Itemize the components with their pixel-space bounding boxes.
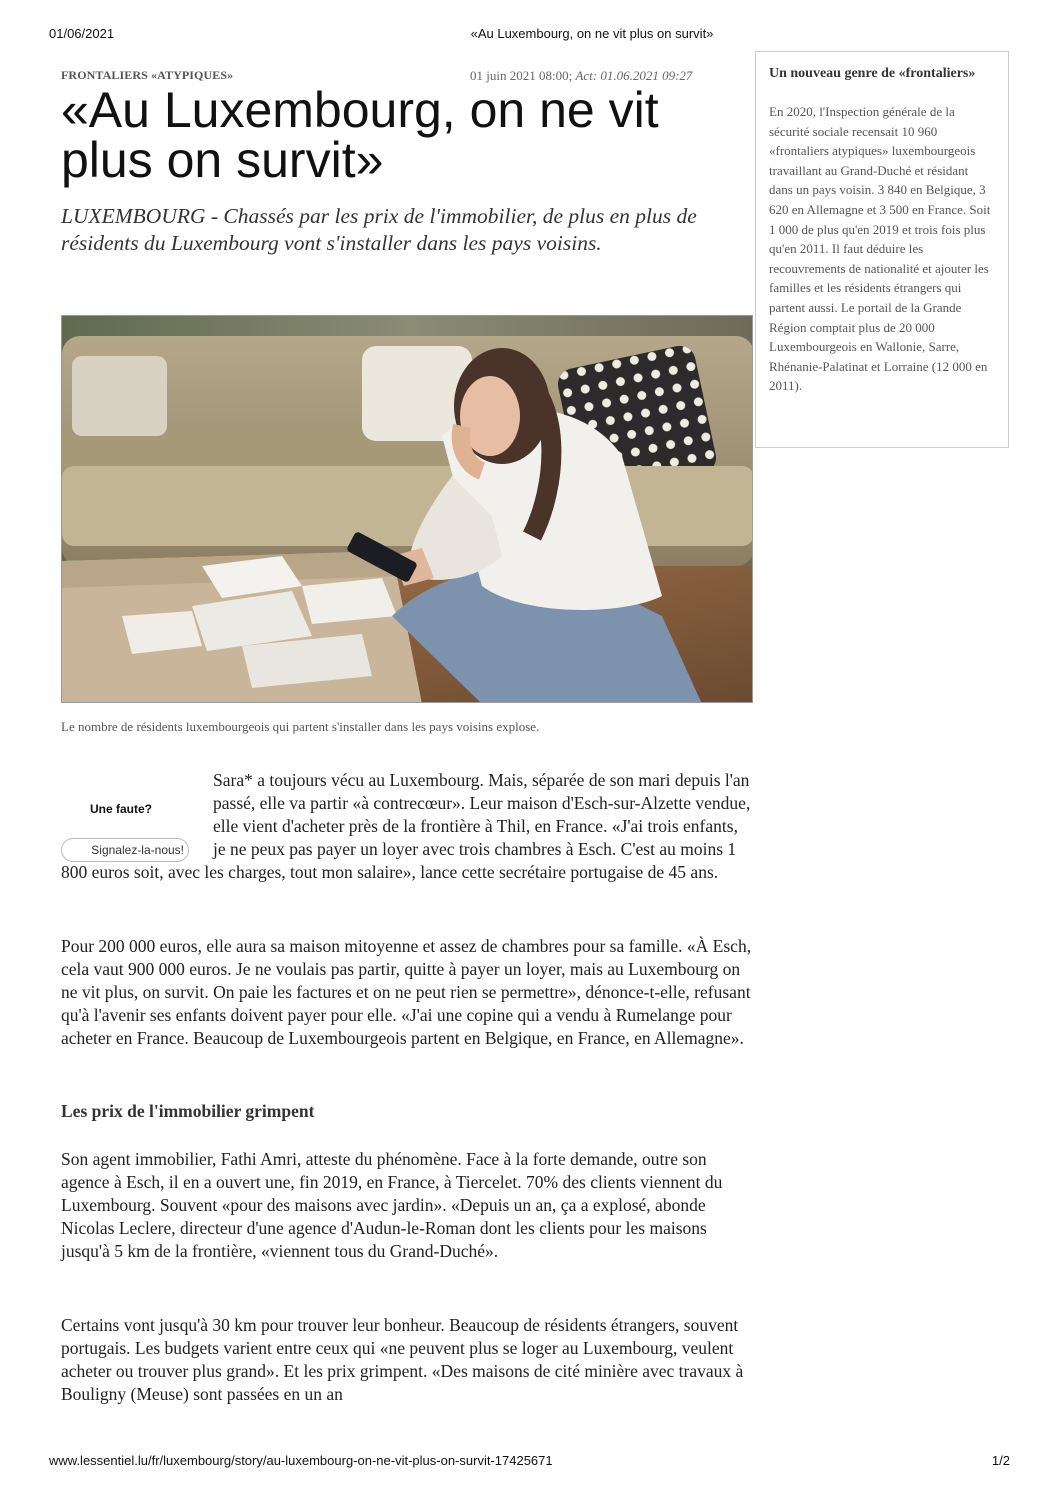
date-published: 01 juin 2021 08:00; xyxy=(470,68,573,83)
paragraph-3: Son agent immobilier, Fathi Amri, atteste du phénomène. Face à la forte demande, outre son agence à Esch, il en a ouvert une, fin 2019, en France, à Tiercelet. 70% des clients viennent du Luxembourg. Souvent «pour des maisons avec jardin». «Depuis un an, ça a explosé, abonde Nicolas Leclere, directeur d'une agence d'Audun-le-Roman dont les clients pour les maisons jusqu'à 5 km de la frontière, «viennent tous du Grand-Duché». xyxy=(61,1149,723,1261)
article-lead: LUXEMBOURG - Chassés par les prix de l'immobilier, de plus en plus de résidents du Luxembourg vont s'installer dans les pays voisins. xyxy=(61,204,697,255)
print-doc-title: «Au Luxembourg, on ne vit plus on survit» xyxy=(470,26,714,41)
error-widget-title: Une faute? xyxy=(90,802,153,816)
print-url: www.lessentiel.lu/fr/luxembourg/story/au-luxembourg-on-ne-vit-plus-on-survit-17425671 xyxy=(49,1453,553,1468)
photo-illustration xyxy=(62,316,753,703)
page-number: 1/2 xyxy=(991,1453,1010,1468)
paragraph-2: Pour 200 000 euros, elle aura sa maison mitoyenne et assez de chambres pour sa famille. «À Esch, cela vaut 900 000 euros. Je ne voulais pas partir, quitte à payer un loyer, mais au Luxembourg on ne vit plus, on survit. On paie les factures et on ne peut rien se permettre», dénonce-t-elle, refusant qu'à l'avenir ses enfants doivent payer pour elle. «J'ai une copine qui a vendu à Rumelange pour acheter en France. Beaucoup de Luxembourgeois partent en Belgique, en France, en Allemagne». xyxy=(61,936,752,1048)
sidebar-title: Un nouveau genre de «frontaliers» xyxy=(769,66,976,81)
report-error-button[interactable]: Signalez-la-nous! xyxy=(61,838,189,862)
subheading: Les prix de l'immobilier grimpent xyxy=(61,1101,315,1121)
article-title: «Au Luxembourg, on ne vit plus on survit» xyxy=(61,82,659,188)
paragraph-1-text: Sara* a toujours vécu au Luxembourg. Mais, séparée de son mari depuis l'an passé, elle va partir «à contrecœur». Leur maison d'Esch-sur-Alzette vendue, elle vient d'acheter près de la frontière à Thil, en France. «J'ai trois enfants, je ne peux pas payer un loyer avec trois chambres à Esch. C'est au moins 1 800 euros soit, avec les charges, tout mon salaire», lance cette secrétaire portugaise de 45 ans. xyxy=(61,770,751,882)
print-date: 01/06/2021 xyxy=(49,26,115,41)
photo-caption: Le nombre de résidents luxembourgeois qui partent s'installer dans les pays voisins explose. xyxy=(61,719,540,734)
sidebar-text: En 2020, l'Inspection générale de la sécurité sociale recensait 10 960 «frontaliers atypiques» luxembourgeois travaillant au Grand-Duché et résidant dans un pays voisin. 3 840 en Belgique, 3 620 en Allemagne et 3 500 en France. Soit 1 000 de plus qu'en 2019 et trois fois plus qu'en 2011. Il faut déduire les recouvrements de nationalité et ajouter les familles et les résidents étrangers qui partent aussi. Le portail de la Grande Région comptait plus de 20 000 Luxembourgeois en Wallonie, Sarre, Rhénanie-Palatinat et Lorraine (12 000 en 2011). xyxy=(769,104,991,394)
article-photo xyxy=(61,315,753,703)
date-updated: Act: 01.06.2021 09:27 xyxy=(575,68,693,83)
sidebar-box xyxy=(755,51,1009,448)
paragraph-4: Certains vont jusqu'à 30 km pour trouver leur bonheur. Beaucoup de résidents étrangers, souvent portugais. Les budgets varient entre ceux qui «ne peuvent plus se loger au Luxembourg, veulent acheter ou trouver plus grand». Et les prix grimpent. «Des maisons de cité minière avec travaux à Bouligny (Meuse) sont passées en un an xyxy=(61,1315,744,1404)
paragraph-1 xyxy=(61,769,753,884)
article-kicker: FRONTALIERS «ATYPIQUES» xyxy=(61,68,234,82)
float-spacer xyxy=(61,769,213,861)
